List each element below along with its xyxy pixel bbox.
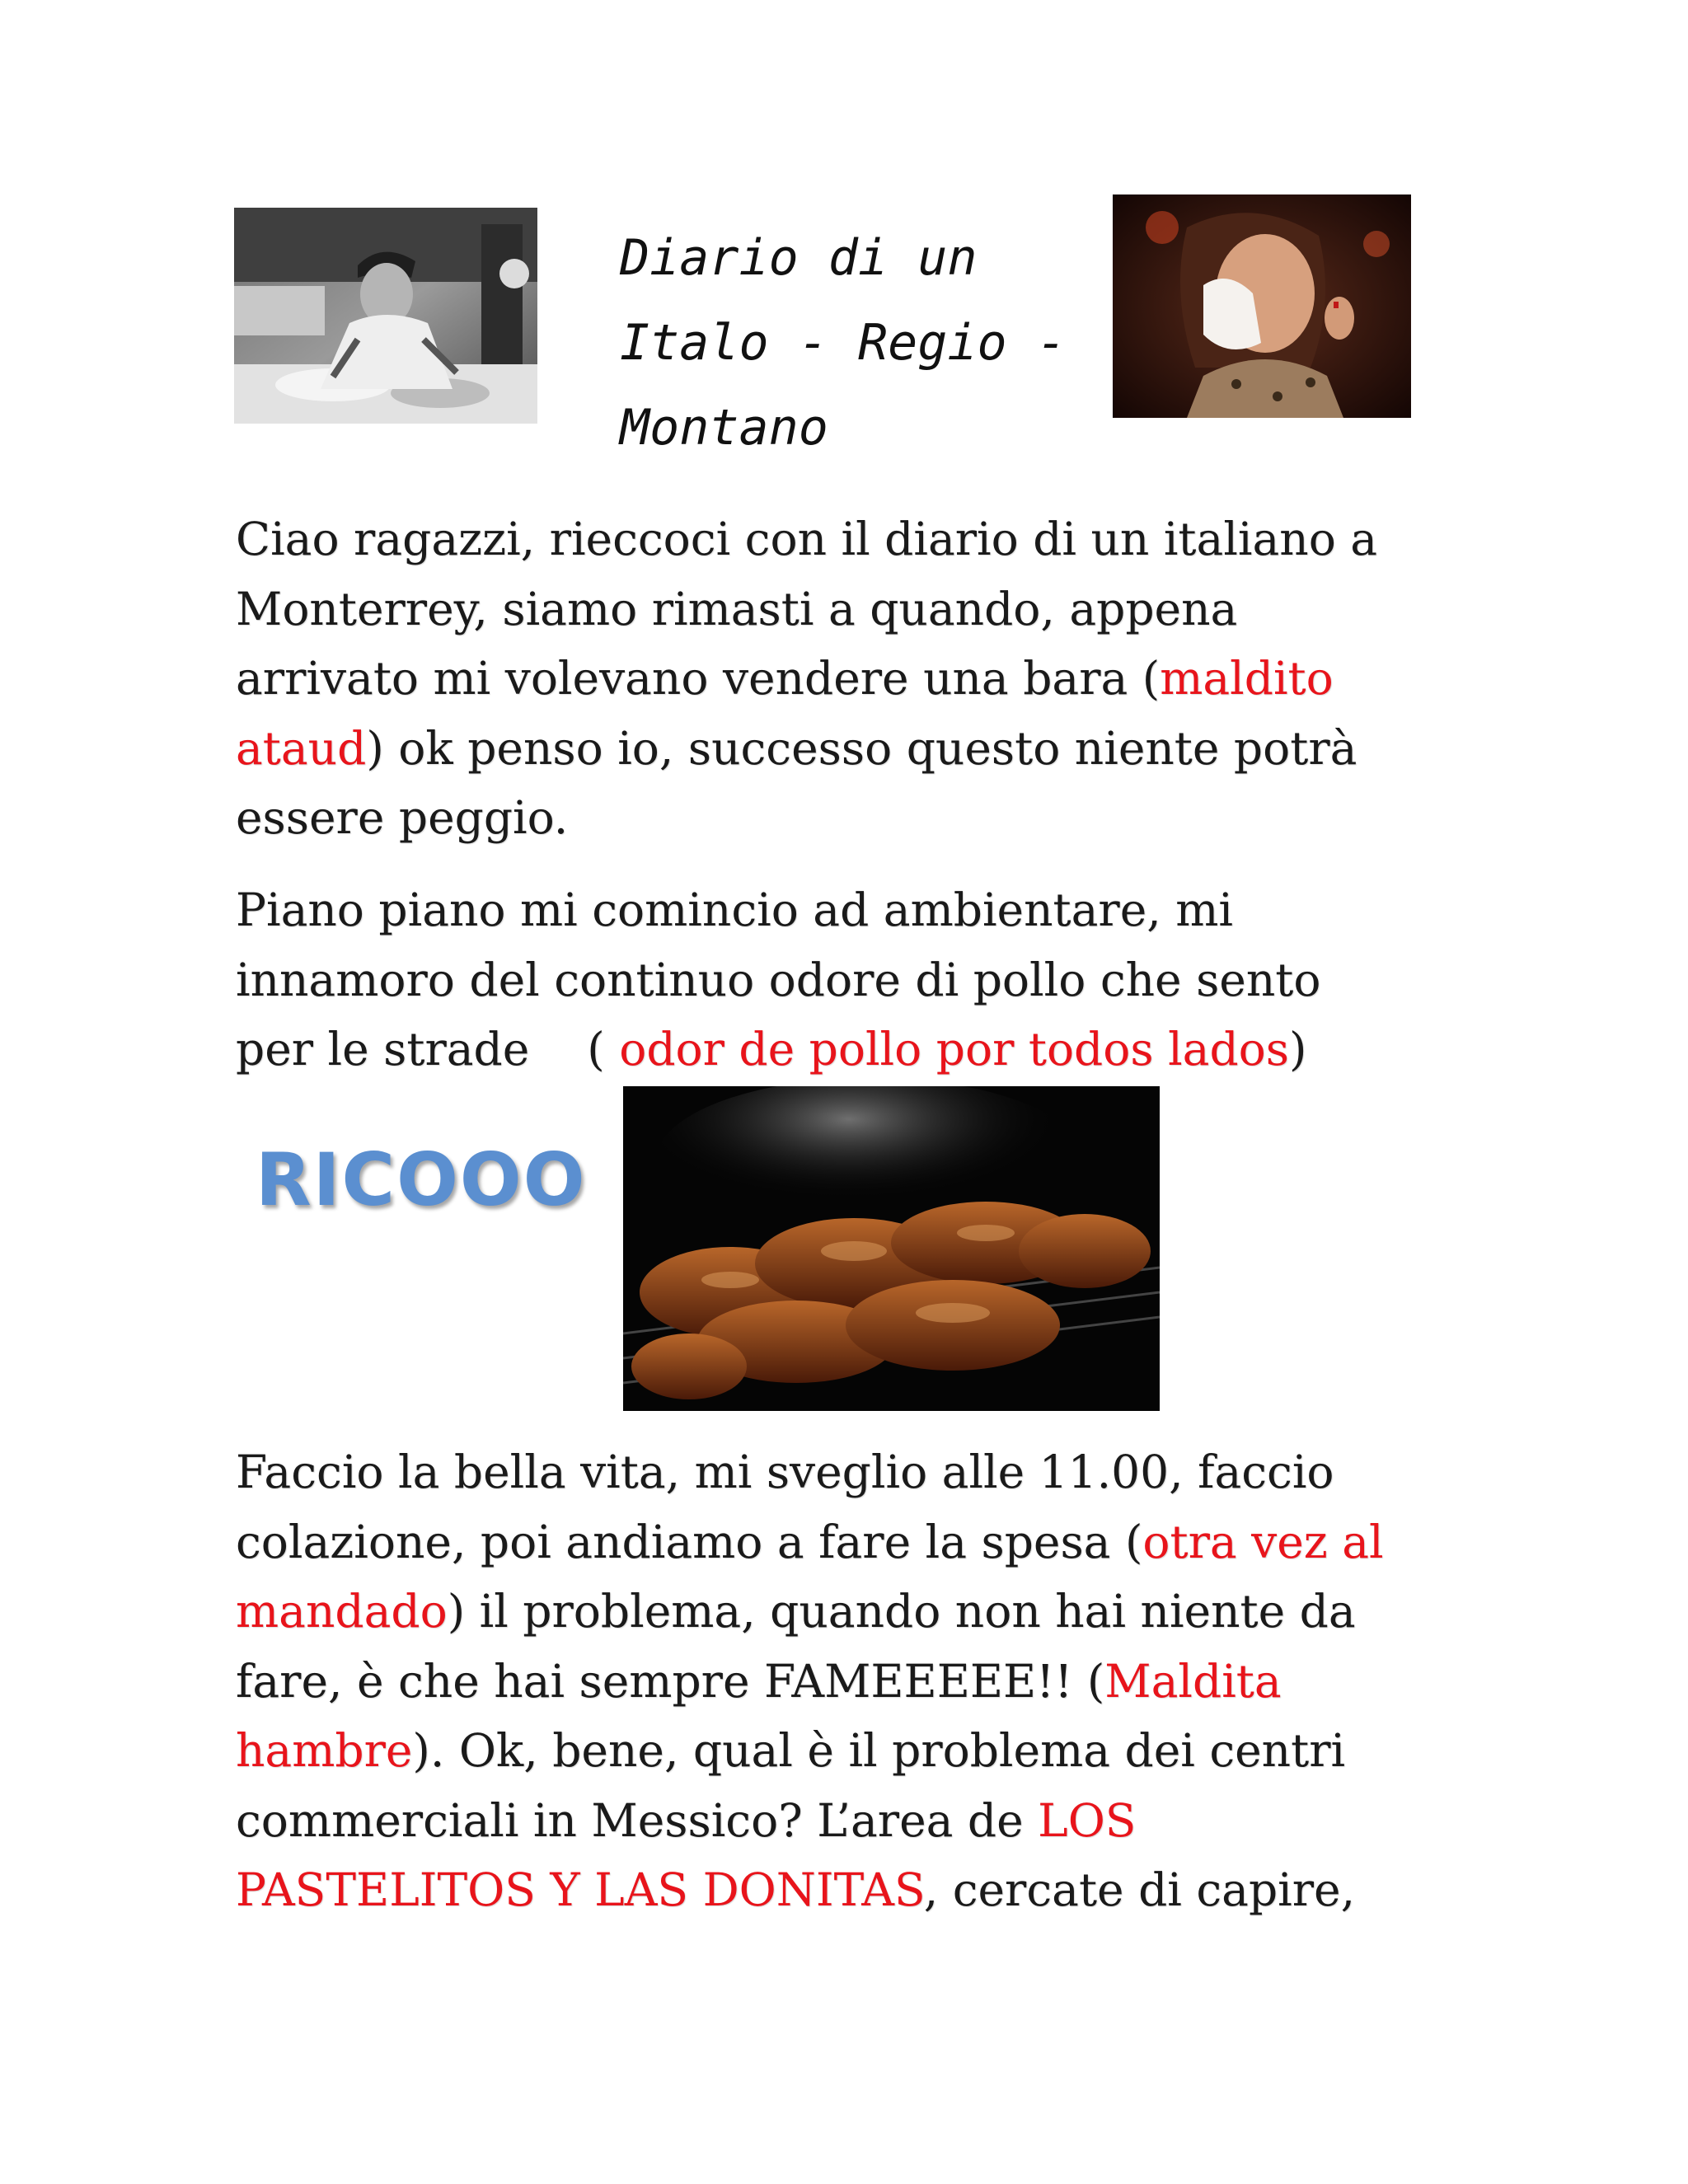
p2-line-3-close: ) [1289, 1023, 1307, 1076]
ricooo-callout: RICOOO [256, 1137, 587, 1222]
p2-line-3 [236, 1015, 1472, 1085]
p3-line-3-text: ) il problema, quando non hai niente da [447, 1585, 1356, 1638]
document-title [620, 216, 1081, 471]
highlight-ataud: ataud [236, 721, 367, 775]
highlight-mandado: mandado [236, 1585, 448, 1638]
p2-line-3-text: per le strade ( [236, 1023, 620, 1076]
p3-line-3 [236, 1577, 1472, 1647]
p1-line-4 [236, 714, 1472, 784]
highlight-los: LOS [1038, 1793, 1137, 1847]
p1-line-3 [236, 644, 1472, 714]
p3-line-7 [236, 1855, 1472, 1925]
paragraph-3 [236, 1437, 1472, 1925]
p3-line-6 [236, 1786, 1472, 1856]
p3-line-4-text: fare, è che hai sempre FAMEEEEE!! ( [236, 1654, 1105, 1708]
paragraph-2 [236, 875, 1472, 1085]
p3-line-2-text: colazione, poi andiamo a fare la spesa ( [236, 1515, 1143, 1568]
p3-line-2 [236, 1507, 1472, 1577]
p3-line-1: Faccio la bella vita, mi sveglio alle 11.00, faccio [236, 1446, 1334, 1498]
p2-line-2: innamoro del continuo odore di pollo che sento [236, 953, 1321, 1006]
p3-line-7-text: , cercate di capire, [923, 1863, 1356, 1916]
title-line-1: Diario di un [620, 229, 978, 287]
p1-line-5: essere peggio. [236, 791, 569, 844]
highlight-pastelitos-donitas: PASTELITOS Y LAS DONITAS [236, 1863, 924, 1916]
paragraph-1 [236, 504, 1472, 853]
p3-line-5-text: ). Ok, bene, qual è il problema dei centri [412, 1724, 1346, 1777]
highlight-maldito: maldito [1160, 652, 1334, 705]
roast-chickens-photo [623, 1086, 1160, 1411]
p1-line-3-text: arrivato mi volevano vendere una bara ( [236, 652, 1160, 705]
p3-line-4 [236, 1647, 1472, 1717]
title-line-2: Italo - Regio - [620, 314, 1067, 372]
man-eating-photo [234, 208, 537, 424]
p3-line-5 [236, 1716, 1472, 1786]
p1-line-1: Ciao ragazzi, rieccoci con il diario di un italiano a [236, 513, 1378, 565]
highlight-odor-de-pollo: odor de pollo por todos lados [619, 1023, 1290, 1076]
p2-line-1: Piano piano mi comincio ad ambientare, mi [236, 883, 1233, 936]
p1-line-4-text: ) ok penso io, successo questo niente potrà [366, 721, 1357, 775]
highlight-otra-vez-al: otra vez al [1142, 1515, 1384, 1568]
title-line-3: Montano [620, 399, 828, 457]
p3-line-6-text: commerciali in Messico? L’area de [236, 1793, 1039, 1847]
highlight-maldita: Maldita [1104, 1654, 1282, 1708]
highlight-hambre: hambre [236, 1724, 413, 1777]
woman-eating-photo [1113, 194, 1411, 418]
p1-line-2: Monterrey, siamo rimasti a quando, appena [236, 582, 1238, 635]
